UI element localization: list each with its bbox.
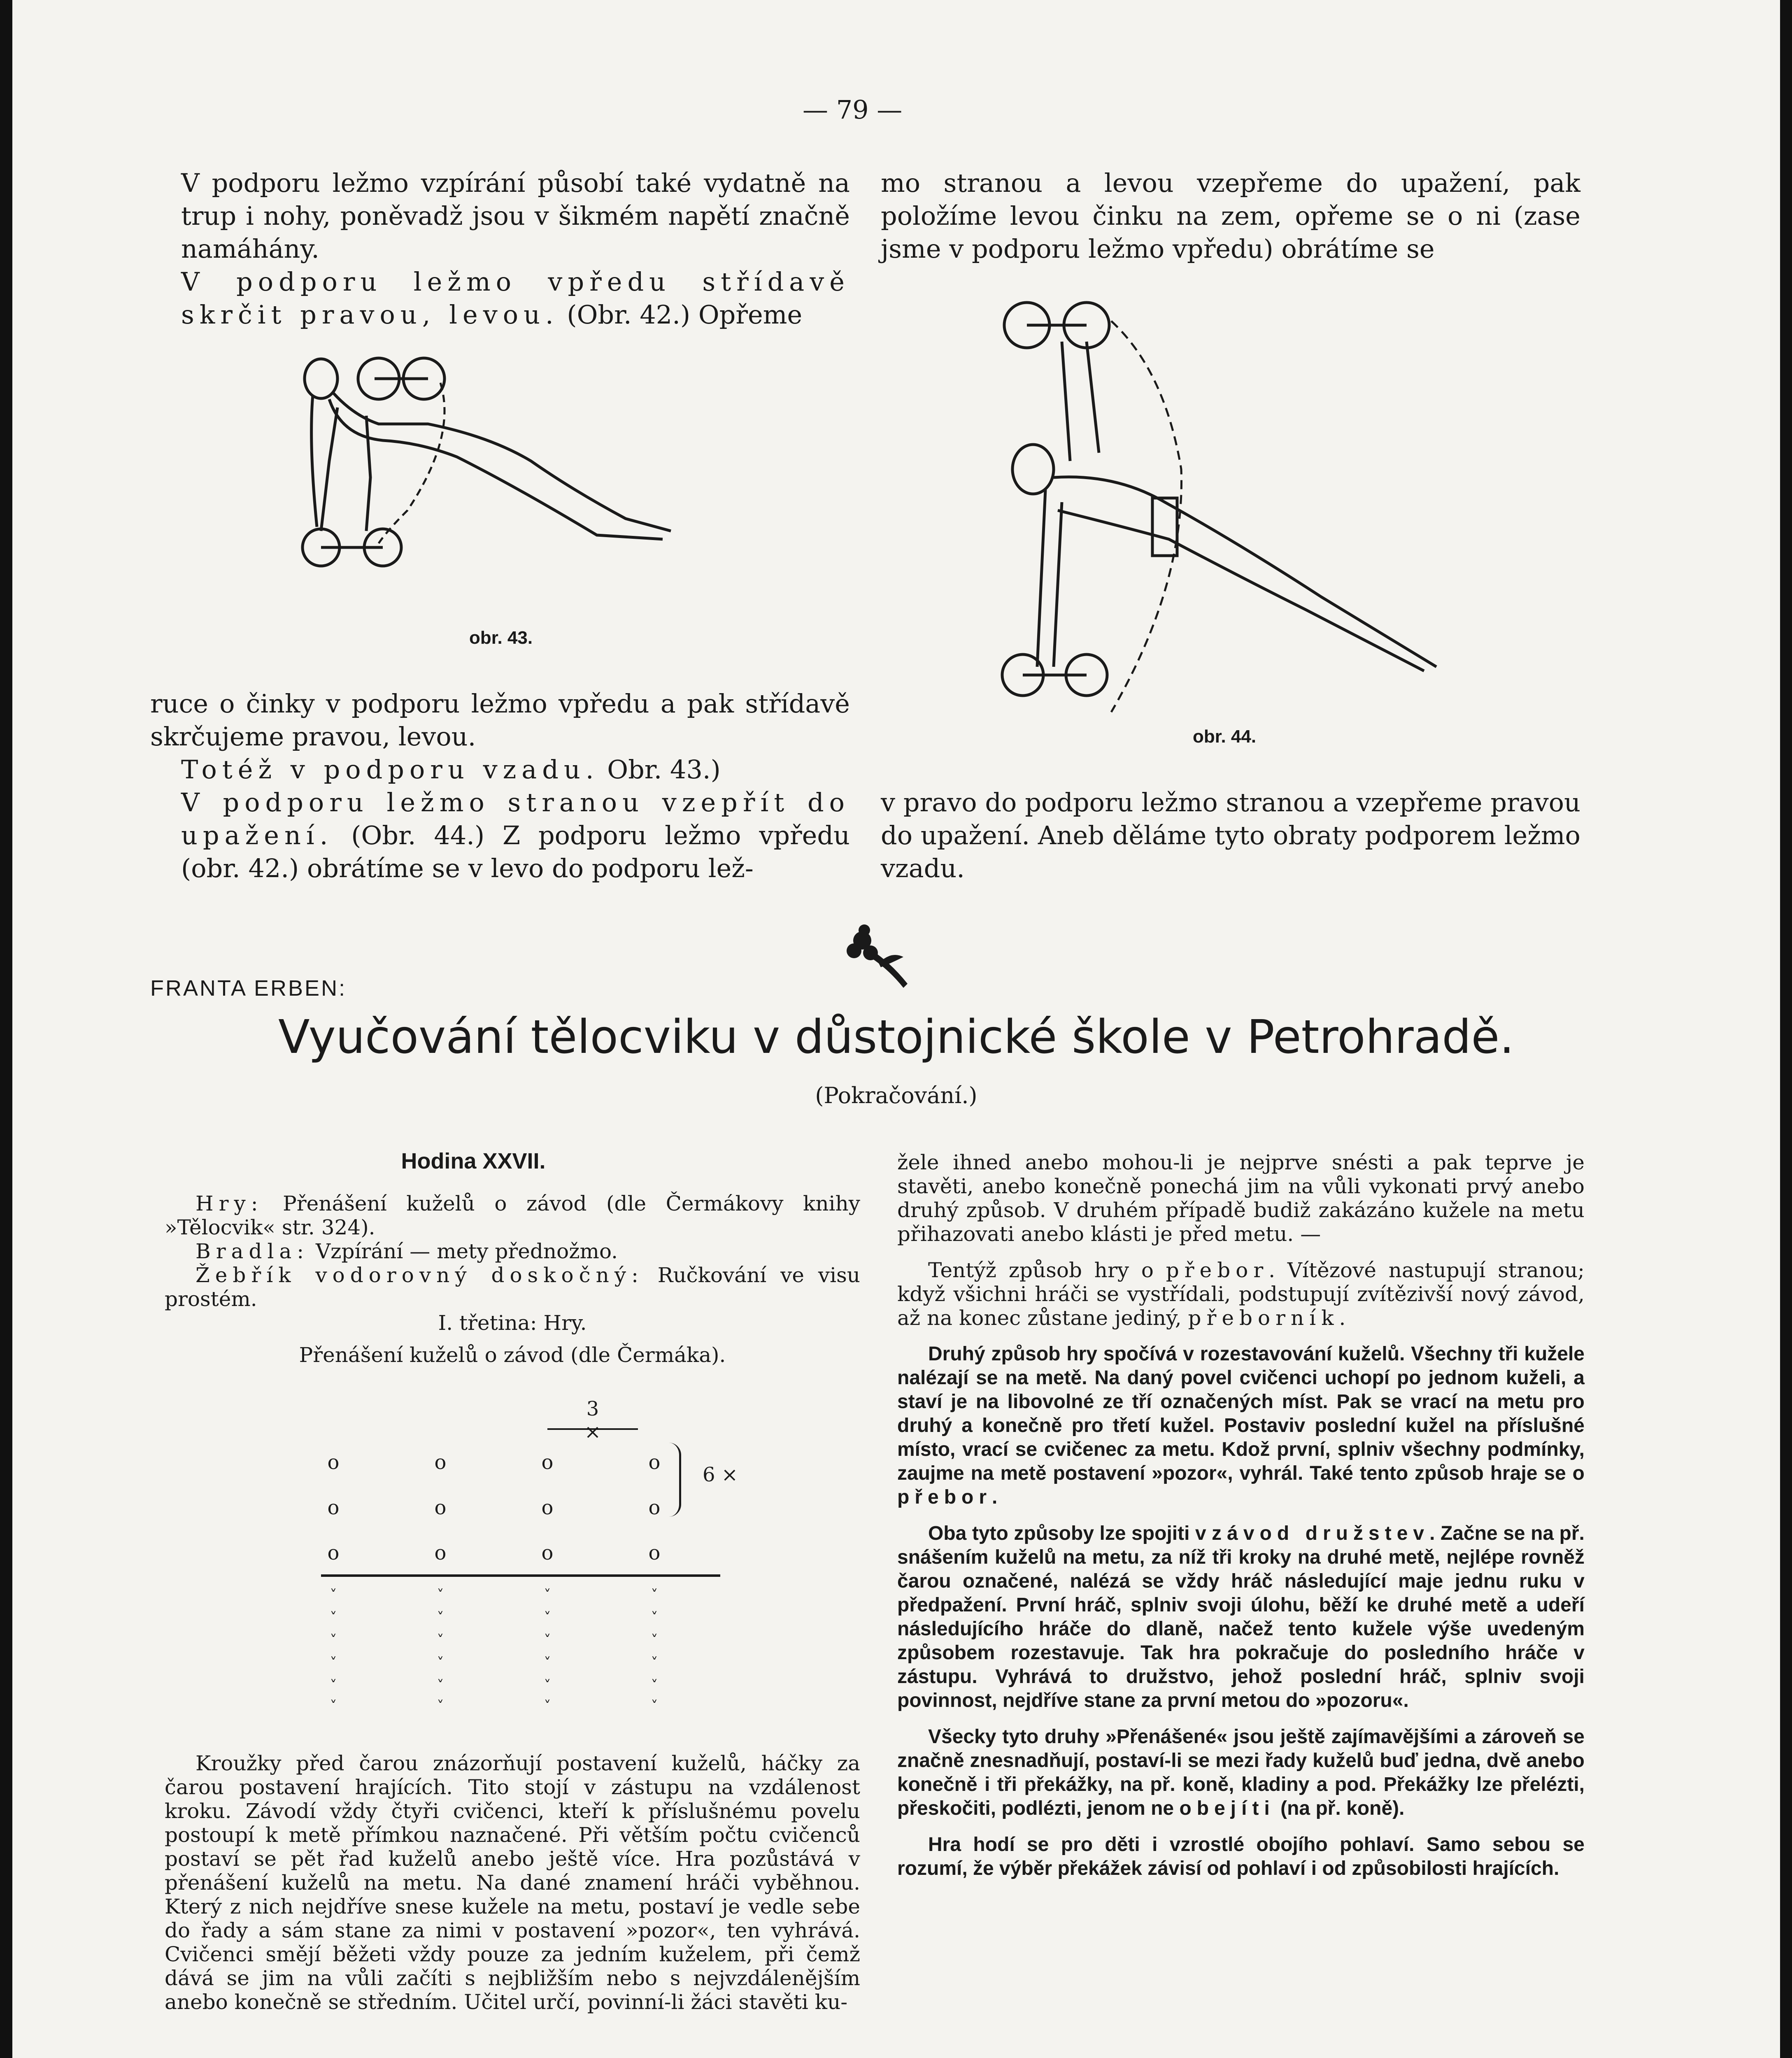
player-marker: ˅ xyxy=(330,1587,337,1603)
cone-marker: o xyxy=(327,1496,340,1519)
player-marker: ˅ xyxy=(651,1587,658,1603)
diagram-top-label: 3 × xyxy=(584,1397,601,1443)
player-marker: ˅ xyxy=(651,1655,658,1671)
diagram-line xyxy=(321,1574,720,1577)
paragraph: Kroužky před čarou znázorňují postavení kuželů, háčky za čarou postavení hrajících. Tito stojí v zástupu na vzdálenost kroku. Závodí vždy čtyři cvičenci, kteří k příslušnému povelu postoupí k metě přímkou naznačené. Při větším počtu cvičenců postaví se pět řad kuželů anebo ještě více. Hra pozůstává v přenášení kuželů na metu. Na dané znamení hráči vyběhnou. Který z nich nejdříve snese kužele na metu, postaví je vedle sebe do řady a sám stane za nimi v postavení »pozor«, ten vyhrává. Cvičenci smějí běžeti vždy pouze za jedním kuželem, při čemž dává se jim na vůli začíti s nejbližším nebo s nejvzdálenějším anebo konečně se středním. Učitel určí, povinní-li žáci stavěti ku- xyxy=(165,1751,860,2014)
player-marker: ˅ xyxy=(544,1655,551,1671)
flower-ornament-icon xyxy=(842,922,916,992)
article-left-text xyxy=(165,1751,860,2014)
cone-marker: o xyxy=(327,1451,340,1474)
cone-marker: o xyxy=(648,1541,661,1564)
cone-marker: o xyxy=(541,1496,554,1519)
paragraph: Hra hodí se pro děti i vzrostlé obojího pohlaví. Samo sebou se rozumí, že výběr překážek závisí od pohlaví i od způsobilosti hrajících. xyxy=(897,1834,1585,1879)
player-marker: ˅ xyxy=(330,1632,337,1648)
diagram-title: Přenášení kuželů o závod (dle Čermáka). xyxy=(299,1343,726,1367)
article-author: FRANTA ERBEN: xyxy=(150,976,347,1001)
paragraph: Totéž v podporu vzadu. Obr. 43.) xyxy=(181,754,721,785)
player-marker: ˅ xyxy=(437,1609,444,1626)
figure-43-caption: obr. 43. xyxy=(469,628,533,648)
player-marker: ˅ xyxy=(544,1632,551,1648)
cone-marker: o xyxy=(327,1541,340,1564)
figure-44-caption: obr. 44. xyxy=(1193,726,1257,747)
paragraph: V podporu ležmo stranou vzepřít do upažení. (Obr. 44.) Z podporu ležmo vpředu (obr. 42.) obrátíme se v levo do podporu lež- xyxy=(181,787,850,883)
scanned-page xyxy=(12,0,1780,2058)
section-heading: I. třetina: Hry. xyxy=(438,1311,587,1335)
paragraph: ruce o činky v podporu ležmo vpředu a pak střídavě skrčujeme pravou, levou. xyxy=(150,689,850,752)
paragraph: Všecky tyto druhy »Přenášené« jsou ještě zajímavějšími a zároveň se značně znesnadňují, postaví-li se mezi řady kuželů buď jedna, dvě anebo konečně i tři překážky, na př. koně, kladiny a pod. Překážky lze přelézti, přeskočiti, podlézti, jenom ne obejíti (na př. koně). xyxy=(897,1726,1585,1819)
paragraph: Tentýž způsob hry o přebor. Vítězové nastupují stranou; když všichni hráči se vystřídali, podstupují zvítězivší nový závod, až na konec zůstane jediný, přeborník. xyxy=(897,1258,1585,1330)
cone-marker: o xyxy=(541,1451,554,1474)
page-number: — 79 — xyxy=(803,95,903,125)
paragraph: Žebřík vodorovný doskočný: Ručkování ve visu prostém. xyxy=(165,1263,860,1311)
cone-marker: o xyxy=(434,1451,447,1474)
cone-marker: o xyxy=(648,1451,661,1474)
player-marker: ˅ xyxy=(437,1677,444,1694)
lesson-heading: Hodina XXVII. xyxy=(401,1149,546,1173)
player-marker: ˅ xyxy=(437,1655,444,1671)
cone-marker: o xyxy=(541,1541,554,1564)
article-subtitle: (Pokračování.) xyxy=(815,1083,977,1108)
cone-marker: o xyxy=(434,1541,447,1564)
player-marker: ˅ xyxy=(544,1698,551,1714)
paragraph: Bradla: Vzpírání — mety přednožmo. xyxy=(195,1239,618,1263)
player-marker: ˅ xyxy=(330,1609,337,1626)
paragraph: Druhý způsob hry spočívá v rozestavování kuželů. Všechny tři kužele nalézají se na metě. Na daný povel cvičenci uchopí po jednom kuželi, a staví je na libovolné ze tří označených míst. Pak se vrací na metu pro druhý a konečně pro třetí kužel. Postaviv poslední kužel na příslušné místo, vrací se cvičenec za metu. Kdož první, splniv všechny podmínky, zaujme na metě postavení »pozor«, vyhrál. Také tento způsob hraje se o přebor. xyxy=(897,1343,1585,1508)
player-marker: ˅ xyxy=(544,1609,551,1626)
figure-44-illustration xyxy=(992,296,1478,724)
article-right-column xyxy=(897,1150,1585,1881)
paragraph: žele ihned anebo mohou-li je nejprve snésti a pak teprve je stavěti, anebo konečně ponechá jim na vůli vykonati prvý anebo druhý způsob. V druhém případě budiž zakázáno kužele na metu přihazovati anebo klásti je před metu. — xyxy=(897,1150,1585,1246)
player-marker: ˅ xyxy=(437,1632,444,1648)
player-marker: ˅ xyxy=(651,1609,658,1626)
bottom-left-column xyxy=(150,687,850,885)
player-marker: ˅ xyxy=(544,1677,551,1694)
paragraph: V podporu ležmo vzpírání působí také vydatně na trup i nohy, poněvadž jsou v šikmém napětí značně namáhány. xyxy=(181,168,850,264)
diagram-side-label: 6 × xyxy=(702,1463,738,1486)
player-marker: ˅ xyxy=(330,1698,337,1714)
player-marker: ˅ xyxy=(651,1698,658,1714)
player-marker: ˅ xyxy=(651,1632,658,1648)
article-title: Vyučování tělocviku v důstojnické škole v Petrohradě. xyxy=(278,1010,1514,1064)
paragraph: mo stranou a levou vzepřeme do upažení, pak položíme levou činku na zem, opřeme se o ni (zase jsme v podporu ležmo vpředu) obrátíme se xyxy=(881,168,1580,264)
paragraph: Oba tyto způsoby lze spojiti v závod družstev. Začne se na př. snášením kuželů na metu, za níž tři kroky na druhé metě, nejlépe rovněž čarou označené, nalézá se vždy hráč následující maje jednu ruku v předpažení. První hráč, splniv svoji úlohu, běží ke druhé metě a udeří následujícího hráče do dlaně, načež tento kužele výše uvedeným způsobem rozestavuje. Tak hra pokračuje do posledního hráče v zástupu. Vyhrává to družstvo, jehož poslední hráč, splniv svoji povinnost, nejdříve stane za první metou do »pozoru«. xyxy=(897,1523,1585,1711)
cone-marker: o xyxy=(434,1496,447,1519)
player-marker: ˅ xyxy=(651,1677,658,1694)
top-right-column xyxy=(881,167,1580,265)
paragraph: V podporu ležmo vpředu střídavě skrčit pravou, levou. (Obr. 42.) Opřeme xyxy=(181,267,850,330)
bottom-right-column xyxy=(881,786,1580,885)
player-marker: ˅ xyxy=(330,1677,337,1694)
player-marker: ˅ xyxy=(544,1587,551,1603)
player-marker: ˅ xyxy=(437,1587,444,1603)
cone-marker: o xyxy=(648,1496,661,1519)
paragraph: v pravo do podporu ležmo stranou a vzepřeme pravou do upažení. Aneb děláme tyto obraty podporem ležmo vzadu. xyxy=(881,787,1581,883)
diagram-bracket xyxy=(547,1428,638,1430)
article-left-column xyxy=(165,1192,860,1367)
paragraph: Hry: Přenášení kuželů o závod (dle Čermákovy knihy »Tělocvik« str. 324). xyxy=(165,1192,860,1239)
top-left-column xyxy=(150,167,850,331)
figure-43-illustration xyxy=(284,354,778,617)
player-marker: ˅ xyxy=(437,1698,444,1714)
player-marker: ˅ xyxy=(330,1655,337,1671)
